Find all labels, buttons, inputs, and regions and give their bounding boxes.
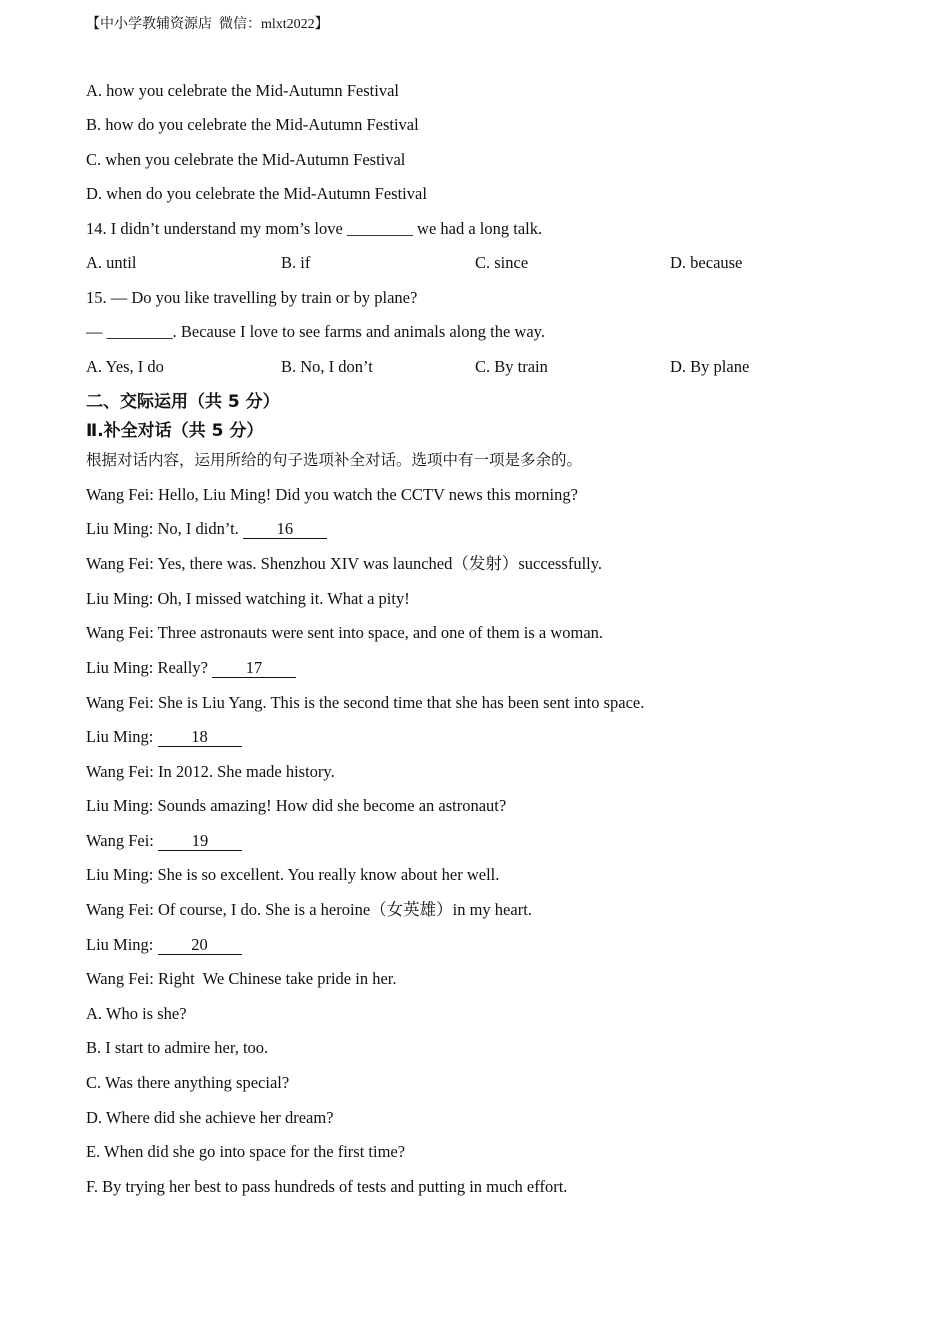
section-instruction: 根据对话内容，运用所给的句子选项补全对话。选项中有一项是多余的。 xyxy=(86,451,583,469)
choice-d: D. Where did she achieve her dream? xyxy=(86,1108,334,1127)
blank-20: 20 xyxy=(158,936,242,955)
q15-stem-reply: — ________. Because I love to see farms and animals along the way. xyxy=(86,322,545,341)
dialogue-line-10: Liu Ming: Sounds amazing! How did she become an astronaut? xyxy=(86,796,507,815)
q14-option-d: D. because xyxy=(670,253,743,272)
blank-19: 19 xyxy=(158,832,242,851)
choice-c: C. Was there anything special? xyxy=(86,1073,290,1092)
choice-b: B. I start to admire her, too. xyxy=(86,1038,269,1057)
blank-17: 17 xyxy=(212,659,296,678)
blank-18: 18 xyxy=(158,728,242,747)
dialogue-line-14-text: Liu Ming: xyxy=(86,935,158,954)
dialogue-line-15: Wang Fei: Right We Chinese take pride in her. xyxy=(86,969,397,988)
q13-option-b: B. how do you celebrate the Mid-Autumn Festival xyxy=(86,115,419,134)
q15-option-c: C. By train xyxy=(475,357,548,376)
section-subtitle: Ⅱ.补全对话（共 5 分） xyxy=(86,421,264,441)
q14-option-a: A. until xyxy=(86,253,137,272)
q15-option-b: B. No, I don’t xyxy=(281,357,373,376)
q15-stem: 15. — Do you like travelling by train or by plane? xyxy=(86,288,418,307)
section-title: 二、交际运用（共 5 分） xyxy=(86,392,280,412)
dialogue-line-13: Wang Fei: Of course, I do. She is a heroine（女英雄）in my heart. xyxy=(86,900,532,919)
dialogue-line-11-text: Wang Fei: xyxy=(86,831,158,850)
q13-option-d: D. when do you celebrate the Mid-Autumn Festival xyxy=(86,184,427,203)
dialogue-line-7: Wang Fei: She is Liu Yang. This is the second time that she has been sent into space. xyxy=(86,693,645,712)
q14-stem: 14. I didn’t understand my mom’s love ________ we had a long talk. xyxy=(86,219,543,238)
dialogue-line-4: Liu Ming: Oh, I missed watching it. What a pity! xyxy=(86,589,410,608)
dialogue-line-5: Wang Fei: Three astronauts were sent into space, and one of them is a woman. xyxy=(86,623,604,642)
choice-f: F. By trying her best to pass hundreds of tests and putting in much effort. xyxy=(86,1177,568,1196)
q14-option-b: B. if xyxy=(281,253,311,272)
q13-option-c: C. when you celebrate the Mid-Autumn Festival xyxy=(86,150,406,169)
q15-option-a: A. Yes, I do xyxy=(86,357,164,376)
dialogue-line-9: Wang Fei: In 2012. She made history. xyxy=(86,762,335,781)
dialogue-line-11 xyxy=(86,831,242,851)
dialogue-line-6 xyxy=(86,658,296,678)
dialogue-line-12: Liu Ming: She is so excellent. You really know about her well. xyxy=(86,865,500,884)
blank-16: 16 xyxy=(243,520,327,539)
q14-option-c: C. since xyxy=(475,253,529,272)
q15-option-d: D. By plane xyxy=(670,357,750,376)
dialogue-line-8 xyxy=(86,727,242,747)
dialogue-line-2 xyxy=(86,519,327,539)
dialogue-line-8-text: Liu Ming: xyxy=(86,727,158,746)
dialogue-line-1: Wang Fei: Hello, Liu Ming! Did you watch the CCTV news this morning? xyxy=(86,485,578,504)
q13-option-a: A. how you celebrate the Mid-Autumn Festival xyxy=(86,81,399,100)
dialogue-line-6-text: Liu Ming: Really? xyxy=(86,658,213,677)
page-header-watermark: 【中小学教辅资源店 微信：mlxt2022】 xyxy=(86,17,329,32)
dialogue-line-2-text: Liu Ming: No, I didn’t. xyxy=(86,519,243,538)
dialogue-line-14 xyxy=(86,935,242,955)
dialogue-line-3: Wang Fei: Yes, there was. Shenzhou XIV was launched（发射）successfully. xyxy=(86,554,603,573)
choice-a: A. Who is she? xyxy=(86,1004,187,1023)
choice-e: E. When did she go into space for the first time? xyxy=(86,1142,406,1161)
